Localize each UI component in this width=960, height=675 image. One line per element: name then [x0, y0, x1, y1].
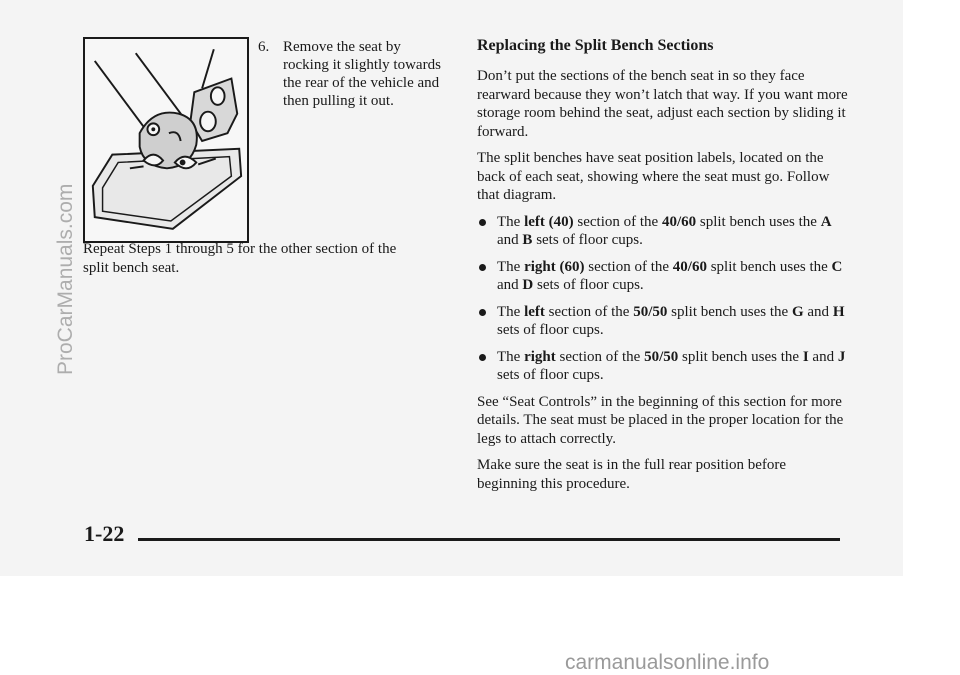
floor-cup-list — [477, 213, 849, 385]
paragraph-labels: The split benches have seat position labels, located on the back of each seat, showing where the seat must go. Follow that diagram. — [477, 150, 830, 203]
bottom-watermark: carmanualsonline.info — [565, 651, 770, 674]
replacing-section — [477, 37, 849, 501]
list-item: The left (40) section of the 40/60 split bench uses the A and B sets of floor cups. — [477, 213, 849, 250]
footer-rule — [138, 538, 840, 541]
list-item: The left section of the 50/50 split bench uses the G and H sets of floor cups. — [477, 303, 849, 340]
bullet-icon — [479, 309, 486, 316]
seat-latch-drawing — [85, 39, 247, 241]
list-item: The right (60) section of the 40/60 split bench uses the C and D sets of floor cups. — [477, 258, 849, 295]
repeat-instruction: Repeat Steps 1 through 5 for the other section of the split bench seat. — [83, 241, 397, 276]
bullet-icon — [479, 264, 486, 271]
step-number: 6. — [258, 39, 270, 55]
side-watermark: ProCarManuals.com — [54, 183, 77, 375]
bullet-icon — [479, 219, 486, 226]
seat-removal-illustration — [83, 37, 249, 243]
bullet-icon — [479, 354, 486, 361]
page-number: 1-22 — [84, 521, 125, 546]
paragraph-rear-position: Make sure the seat is in the full rear position before beginning this procedure. — [477, 457, 787, 492]
paragraph-seat-controls: See “Seat Controls” in the beginning of this section for more details. The seat must be placed in the proper location for the legs to attach correctly. — [477, 393, 844, 447]
step-6 — [258, 38, 448, 110]
paragraph-facing: Don’t put the sections of the bench seat in so they face rearward because they won’t latch that way. If you want more storage room behind the seat, adjust each section by sliding it forward. — [477, 68, 848, 140]
list-item: The right section of the 50/50 split bench uses the I and J sets of floor cups. — [477, 348, 849, 385]
step-text: Remove the seat by rocking it slightly towards the rear of the vehicle and then pulling it out. — [283, 39, 441, 109]
section-heading: Replacing the Split Bench Sections — [477, 37, 714, 54]
